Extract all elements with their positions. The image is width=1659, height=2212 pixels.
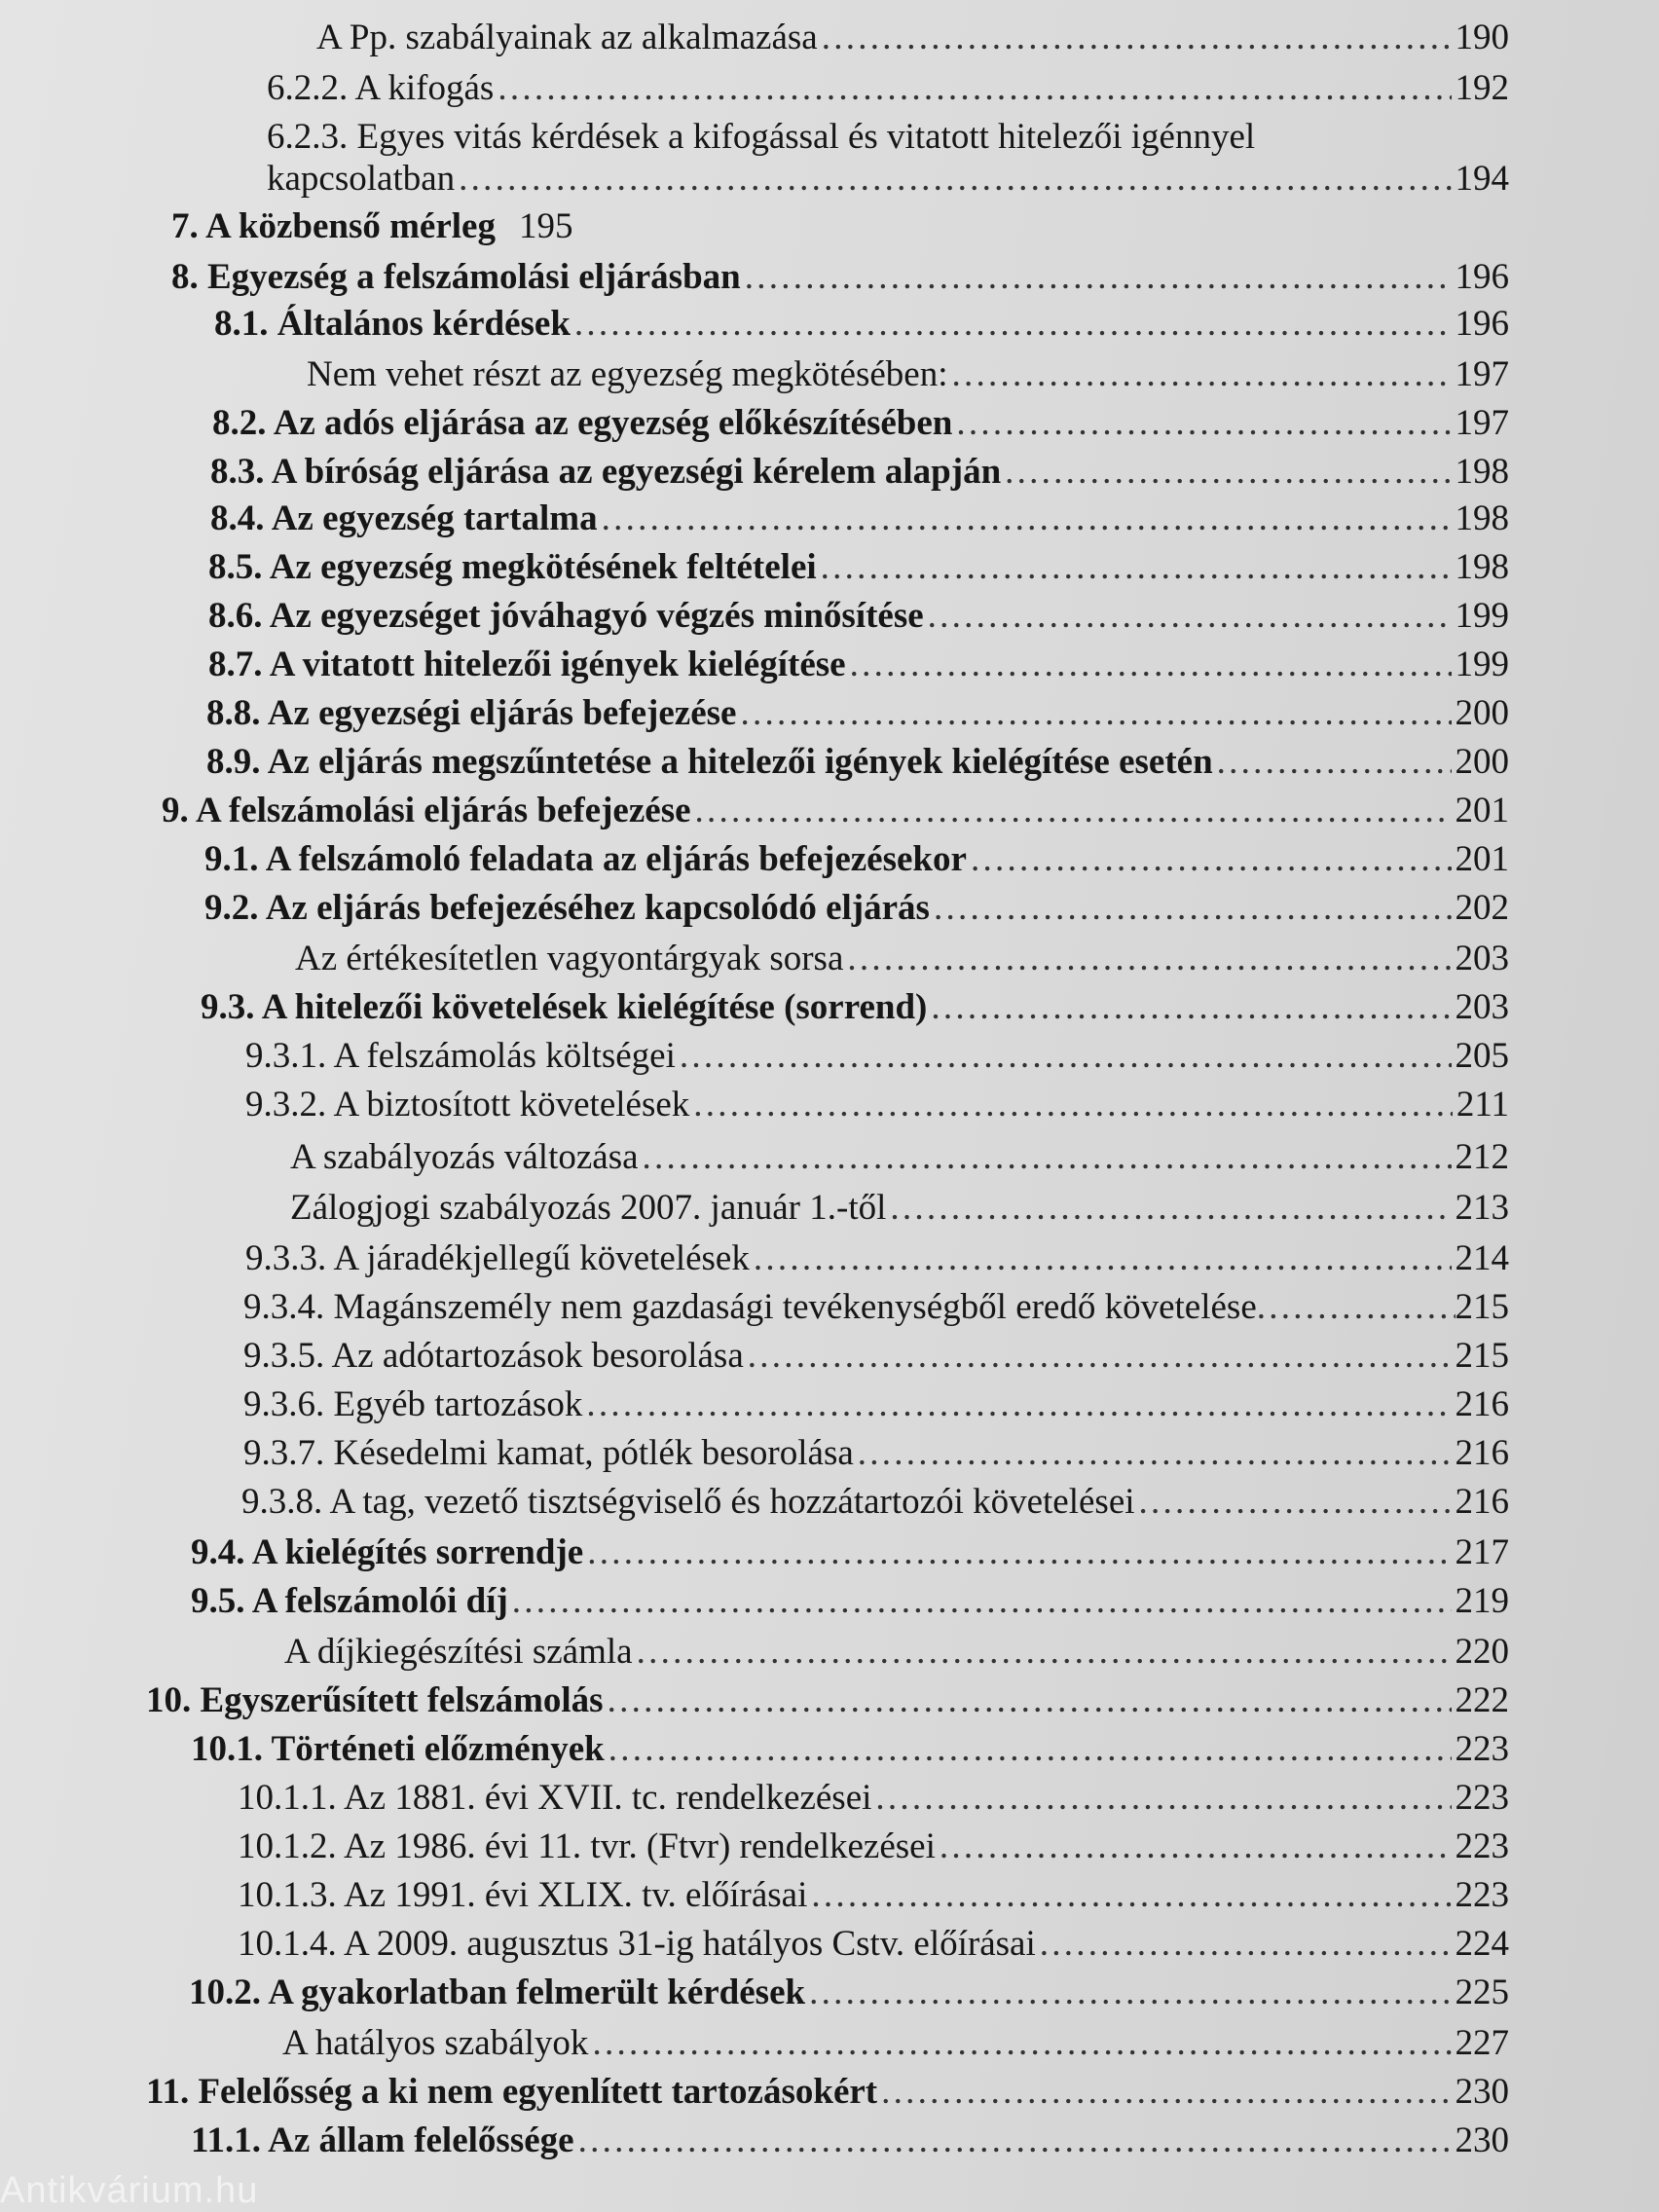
toc-entry-title: 9.3. A hitelezői követelések kielégítése (sorrend) bbox=[201, 987, 928, 1027]
toc-entry-title: A díjkiegészítési számla bbox=[284, 1632, 633, 1672]
toc-entry-page: 199 bbox=[1455, 645, 1509, 684]
toc-entry-title: 11. Felelősség a ki nem egyenlített tartozásokért bbox=[146, 2072, 878, 2112]
toc-entry-page: 230 bbox=[1455, 2120, 1509, 2160]
toc-entry-page: 195 bbox=[518, 206, 573, 246]
toc-entry-title: 6.2.3. Egyes vitás kérdések a kifogással és vitatott hitelezői igénnyel bbox=[267, 117, 1256, 157]
dot-leader bbox=[881, 2072, 1451, 2114]
toc-entry-page: 223 bbox=[1455, 1729, 1509, 1769]
toc-entry-page: 219 bbox=[1455, 1581, 1509, 1621]
toc-entry bbox=[238, 1826, 1509, 1868]
toc-entry bbox=[191, 1581, 1509, 1623]
toc-entry-title: A hatályos szabályok bbox=[282, 2023, 589, 2063]
dot-leader bbox=[928, 596, 1452, 638]
dot-leader bbox=[643, 1137, 1452, 1179]
dot-leader bbox=[850, 645, 1452, 686]
toc-entry bbox=[210, 452, 1509, 494]
toc-entry-page: 199 bbox=[1455, 596, 1509, 636]
dot-leader bbox=[1005, 452, 1451, 494]
toc-entry bbox=[267, 117, 1509, 200]
toc-entry bbox=[243, 1384, 1509, 1426]
toc-entry bbox=[191, 1532, 1509, 1574]
dot-leader bbox=[931, 987, 1451, 1029]
dot-leader bbox=[821, 547, 1452, 589]
toc-entry-title: 10.1.2. Az 1986. évi 11. tvr. (Ftvr) rendelkezései bbox=[238, 1826, 936, 1866]
toc-entry-page: 202 bbox=[1455, 888, 1509, 928]
toc-entry-title: 9.1. A felszámoló feladata az eljárás befejezésekor bbox=[204, 839, 967, 879]
toc-entry-title: 9.4. A kielégítés sorrendje bbox=[191, 1532, 584, 1572]
toc-entry bbox=[245, 1036, 1509, 1078]
toc-entry-title: 8.4. Az egyezség tartalma bbox=[210, 498, 598, 538]
toc-entry-page: 196 bbox=[1455, 304, 1509, 344]
toc-entry-title: 6.2.2. A kifogás bbox=[267, 68, 495, 108]
dot-leader bbox=[512, 1581, 1452, 1623]
toc-entry bbox=[316, 18, 1509, 59]
toc-entry-page: 216 bbox=[1455, 1433, 1509, 1473]
toc-entry bbox=[191, 1729, 1509, 1771]
toc-entry bbox=[212, 403, 1509, 445]
toc-entry-page: 230 bbox=[1455, 2072, 1509, 2112]
dot-leader bbox=[602, 498, 1452, 540]
toc-entry-title: 9.3.3. A járadékjellegű követelések bbox=[245, 1238, 750, 1278]
toc-entry-page: 203 bbox=[1455, 939, 1509, 978]
toc-entry bbox=[146, 1680, 1509, 1722]
dot-leader bbox=[1217, 742, 1452, 784]
toc-entry bbox=[201, 987, 1509, 1029]
toc-entry-title: 10. Egyszerűsített felszámolás bbox=[146, 1680, 604, 1720]
dot-leader bbox=[574, 304, 1452, 346]
dot-leader bbox=[740, 693, 1451, 735]
toc-entry bbox=[238, 1875, 1509, 1917]
toc-entry-page: 213 bbox=[1455, 1188, 1509, 1228]
toc-entry-title: Zálogjogi szabályozás 2007. január 1.-től bbox=[290, 1188, 887, 1228]
toc-entry-title: 8. Egyezség a felszámolási eljárásban bbox=[171, 257, 741, 297]
dot-leader bbox=[578, 2120, 1452, 2162]
toc-entry bbox=[243, 1336, 1509, 1378]
toc-entry-title: 9.5. A felszámolói díj bbox=[191, 1581, 508, 1621]
toc-entry-page: 225 bbox=[1455, 1972, 1509, 2012]
toc-entry bbox=[238, 1924, 1509, 1966]
toc-entry bbox=[290, 1137, 1509, 1179]
toc-entry-page: 223 bbox=[1455, 1778, 1509, 1818]
toc-entry-title: A szabályozás változása bbox=[290, 1137, 639, 1177]
dot-leader bbox=[592, 2023, 1451, 2065]
dot-leader bbox=[847, 939, 1451, 980]
dot-leader bbox=[1139, 1482, 1452, 1524]
toc-entry bbox=[214, 304, 1509, 346]
toc-entry bbox=[210, 498, 1509, 540]
toc-entry-page: 211 bbox=[1456, 1085, 1509, 1124]
toc-entry-title: 9.3.2. A biztosított követelések bbox=[245, 1085, 690, 1124]
toc-entry bbox=[282, 2023, 1509, 2065]
toc-entry-title: 9. A felszámolási eljárás befejezése bbox=[162, 791, 691, 830]
toc-entry-title: 9.3.5. Az adótartozások besorolása bbox=[243, 1336, 744, 1376]
toc-entry bbox=[171, 206, 572, 248]
toc-entry-page: 201 bbox=[1455, 791, 1509, 830]
toc-entry bbox=[208, 547, 1509, 589]
toc-entry bbox=[204, 839, 1509, 881]
toc-entry-page: 197 bbox=[1455, 354, 1509, 394]
dot-leader bbox=[952, 354, 1452, 396]
toc-entry-title: 7. A közbenső mérleg bbox=[171, 206, 496, 246]
toc-entry bbox=[162, 791, 1509, 832]
dot-leader bbox=[822, 18, 1452, 59]
toc-entry-title: Az értékesítetlen vagyontárgyak sorsa bbox=[295, 939, 844, 978]
toc-entry-title: 10.2. A gyakorlatban felmerült kérdések bbox=[189, 1972, 806, 2012]
toc-entry-page: 224 bbox=[1455, 1924, 1509, 1964]
toc-entry-title: A Pp. szabályainak az alkalmazása bbox=[316, 18, 818, 57]
toc-entry-title-continued: kapcsolatban bbox=[267, 158, 456, 199]
toc-entry bbox=[206, 742, 1509, 784]
toc-entry-page: 201 bbox=[1455, 839, 1509, 879]
toc-entry-page: 203 bbox=[1455, 987, 1509, 1027]
dot-leader bbox=[498, 68, 1451, 110]
toc-entry bbox=[243, 1287, 1509, 1329]
toc-entry-title: 9.2. Az eljárás befejezéséhez kapcsolódó eljárás bbox=[204, 888, 930, 928]
toc-entry-title: 8.6. Az egyezséget jóváhagyó végzés minősítése bbox=[208, 596, 924, 636]
toc-entry bbox=[243, 1433, 1509, 1475]
toc-entry-title: 9.3.6. Egyéb tartozások bbox=[243, 1384, 583, 1424]
dot-leader bbox=[695, 791, 1452, 832]
toc-entry-title: 9.3.8. A tag, vezető tisztségviselő és hozzátartozói követelései bbox=[241, 1482, 1135, 1522]
dot-leader bbox=[956, 403, 1451, 445]
toc-entry-page: 223 bbox=[1455, 1875, 1509, 1915]
toc-entry-page: 222 bbox=[1455, 1680, 1509, 1720]
dot-leader bbox=[754, 1238, 1452, 1280]
toc-entry bbox=[171, 257, 1509, 299]
toc-entry-page: 223 bbox=[1455, 1826, 1509, 1866]
toc-entry-title: 8.9. Az eljárás megszűntetése a hitelezői igények kielégítése esetén bbox=[206, 742, 1213, 782]
dot-leader bbox=[811, 1875, 1451, 1917]
toc-entry-page: 196 bbox=[1455, 257, 1509, 297]
toc-entry-page: 194 bbox=[1455, 158, 1509, 199]
dot-leader bbox=[637, 1632, 1452, 1674]
toc-entry-title: 8.3. A bíróság eljárása az egyezségi kérelem alapján bbox=[210, 452, 1002, 492]
toc-entry-page: 212 bbox=[1455, 1137, 1509, 1177]
toc-entry-page: 217 bbox=[1455, 1532, 1509, 1572]
toc-entry-page: 215 bbox=[1455, 1336, 1509, 1376]
dot-leader bbox=[586, 1384, 1451, 1426]
dot-leader bbox=[809, 1972, 1451, 2014]
toc-entry bbox=[204, 888, 1509, 930]
toc-entry bbox=[191, 2120, 1509, 2162]
toc-entry-title: 9.3.7. Késedelmi kamat, pótlék besorolása bbox=[243, 1433, 854, 1473]
dot-leader bbox=[1257, 1287, 1456, 1329]
dot-leader bbox=[940, 1826, 1452, 1868]
toc-entry bbox=[206, 693, 1509, 735]
toc-entry-title: 8.8. Az egyezségi eljárás befejezése bbox=[206, 693, 737, 733]
toc-entry-page: 215 bbox=[1455, 1287, 1509, 1327]
toc-entry bbox=[307, 354, 1509, 396]
toc-entry-title: 10.1.4. A 2009. augusztus 31-ig hatályos Cstv. előírásai bbox=[238, 1924, 1036, 1964]
toc-entry bbox=[146, 2072, 1509, 2114]
toc-entry-page: 197 bbox=[1455, 403, 1509, 443]
toc-entry bbox=[241, 1482, 1509, 1524]
toc-entry bbox=[245, 1085, 1509, 1126]
toc-entry bbox=[284, 1632, 1509, 1674]
dot-leader bbox=[693, 1085, 1453, 1126]
dot-leader bbox=[745, 257, 1452, 299]
dot-leader bbox=[459, 159, 1451, 201]
dot-leader bbox=[934, 888, 1452, 930]
toc-entry-title: 9.3.1. A felszámolás költségei bbox=[245, 1036, 676, 1076]
toc-entry bbox=[290, 1188, 1509, 1230]
toc-entry bbox=[208, 645, 1509, 686]
toc-entry-page: 227 bbox=[1455, 2023, 1509, 2063]
toc-entry bbox=[208, 596, 1509, 638]
toc-entry bbox=[189, 1972, 1509, 2014]
toc-entry-page: 216 bbox=[1455, 1384, 1509, 1424]
toc-entry-title: 10.1.1. Az 1881. évi XVII. tc. rendelkezései bbox=[238, 1778, 872, 1818]
dot-leader bbox=[748, 1336, 1452, 1378]
dot-leader bbox=[1040, 1924, 1452, 1966]
watermark-text: Antikvárium.hu bbox=[0, 2170, 259, 2211]
toc-entry-title: 9.3.4. Magánszemély nem gazdasági tevékenységből eredő követelése bbox=[243, 1287, 1257, 1327]
toc-entry-page: 192 bbox=[1455, 68, 1509, 108]
toc-entry-title: 10.1. Történeti előzmények bbox=[191, 1729, 605, 1769]
toc-entry-page: 220 bbox=[1455, 1632, 1509, 1672]
toc-entry-title: Nem vehet részt az egyezség megkötésében: bbox=[307, 354, 948, 394]
toc-entry-page: 216 bbox=[1455, 1482, 1509, 1522]
toc-entry-title: 8.7. A vitatott hitelezői igények kielégítése bbox=[208, 645, 846, 684]
toc-entry-title: 8.5. Az egyezség megkötésének feltételei bbox=[208, 547, 817, 587]
toc-entry-title: 8.1. Általános kérdések bbox=[214, 304, 571, 344]
toc-entry-page: 205 bbox=[1455, 1036, 1509, 1076]
dot-leader bbox=[608, 1729, 1452, 1771]
dot-leader bbox=[971, 839, 1452, 881]
dot-leader bbox=[858, 1433, 1452, 1475]
toc-entry-page: 198 bbox=[1455, 498, 1509, 538]
toc-entry-page: 198 bbox=[1455, 452, 1509, 492]
toc-entry-title: 10.1.3. Az 1991. évi XLIX. tv. előírásai bbox=[238, 1875, 808, 1915]
toc-entry bbox=[267, 68, 1509, 110]
toc-entry-page: 200 bbox=[1455, 693, 1509, 733]
toc-entry-title: 8.2. Az adós eljárása az egyezség előkészítésében bbox=[212, 403, 953, 443]
dot-leader bbox=[890, 1188, 1451, 1230]
dot-leader bbox=[875, 1778, 1451, 1820]
toc-entry-page: 190 bbox=[1455, 18, 1509, 57]
toc-entry-page: 214 bbox=[1455, 1238, 1509, 1278]
toc-entry bbox=[238, 1778, 1509, 1820]
toc-entry-page: 198 bbox=[1455, 547, 1509, 587]
toc-entry-page: 200 bbox=[1455, 742, 1509, 782]
dot-leader bbox=[587, 1532, 1451, 1574]
toc-entry bbox=[295, 939, 1509, 980]
dot-leader bbox=[608, 1680, 1452, 1722]
toc-entry bbox=[245, 1238, 1509, 1280]
dot-leader bbox=[680, 1036, 1452, 1078]
toc-entry-title: 11.1. Az állam felelőssége bbox=[191, 2120, 574, 2160]
